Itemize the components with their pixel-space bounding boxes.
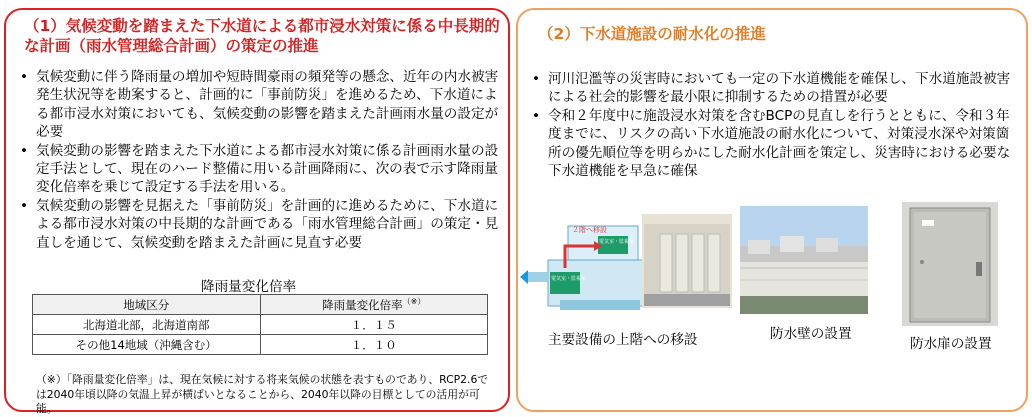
table-footnote: （※）「降雨量変化倍率」は、現在気候に対する将来気候の状態を表すものであり、RCP2.6では2040年頃以降の気温上昇が横ばいとなることから、2040年以降の目標としての活用が可能。	[36, 373, 489, 415]
waterproof-wall-photo	[740, 206, 868, 314]
rainfall-change-table	[32, 294, 488, 355]
table-header-region: 地域区分	[33, 295, 261, 315]
table-row	[33, 335, 488, 355]
right-panel-title: （2）下水道施設の耐水化の推進	[538, 25, 766, 43]
caption-waterproof-wall: 防水壁の設置	[770, 326, 852, 342]
left-bullet-1: • 気候変動に伴う降雨量の増加や短時間豪雨の頻発等の懸念、近年の内水被害発生状況等を勘案すると、計画的に「事前防災」を進めるため、下水道による都市浸水対策においても、気候変動の影響を踏まえた計画雨水量の設定が必要	[16, 68, 500, 142]
table-header-note-mark: （※）	[402, 297, 426, 307]
table-cell-region: その他14地域（沖縄含む）	[33, 335, 261, 355]
table-header-row	[33, 295, 488, 315]
box-label-upper: 電気室・監視室	[599, 239, 635, 245]
relocation-diagram-svg	[520, 210, 734, 322]
caption-waterproof-door: 防水扉の設置	[910, 336, 992, 352]
waterproof-door-photo	[902, 202, 998, 326]
left-bullet-2: • 気候変動の影響を踏まえた下水道による都市浸水対策に係る計画雨水量の設定手法として、現在のハード整備に用いる計画降雨に、次の表で示す降雨量変化倍率を乗じて設定する手法を用いる。	[16, 142, 500, 197]
right-bullet-2: • 令和２年度中に施設浸水対策を含むBCPの見直しを行うとともに、令和３年度までに、リスクの高い下水道施設の耐水化について、対策浸水深や対策箇所の優先順位等を明らかにした耐水化計画を策定し、災害時における必要な下水道機能を早急に確保	[528, 107, 1018, 181]
left-panel	[4, 8, 510, 415]
waterproof-door-svg	[902, 202, 998, 326]
table-cell-factor: １．１５	[260, 315, 488, 335]
box-label-lower: 電気室・監視室	[551, 276, 587, 282]
left-panel-title: （1）気候変動を踏まえた下水道による都市浸水対策に係る中長期的な計画（雨水管理総合計画）の策定の推進	[24, 17, 500, 55]
left-bullet-list	[16, 68, 500, 252]
table-row	[33, 315, 488, 335]
relocation-illustration	[520, 210, 734, 322]
table-cell-region: 北海道北部，北海道南部	[33, 315, 261, 335]
table-header-factor-label: 降雨量変化倍率	[322, 297, 403, 312]
caption-relocation: 主要設備の上階への移設	[548, 332, 698, 348]
left-bullet-3: • 気候変動の影響を見据えた「事前防災」を計画的に進めるために、下水道による都市浸水対策の中長期的な計画である「雨水管理総合計画」の策定・見直しを通じて、気候変動を踏まえた計画に見直す必要	[16, 197, 500, 252]
right-bullet-list	[528, 70, 1018, 180]
table-caption: 降雨量変化倍率	[201, 279, 297, 295]
move-label: ２階へ移設	[572, 226, 607, 234]
right-panel	[516, 8, 1028, 412]
table-cell-factor: １．１０	[260, 335, 488, 355]
right-bullet-1: • 河川氾濫等の災害時においても一定の下水道機能を確保し、下水道施設被害による社会的影響を最小限に抑制するための措置が必要	[528, 70, 1018, 107]
waterproof-wall-svg	[740, 206, 868, 314]
table-header-factor	[260, 295, 488, 315]
